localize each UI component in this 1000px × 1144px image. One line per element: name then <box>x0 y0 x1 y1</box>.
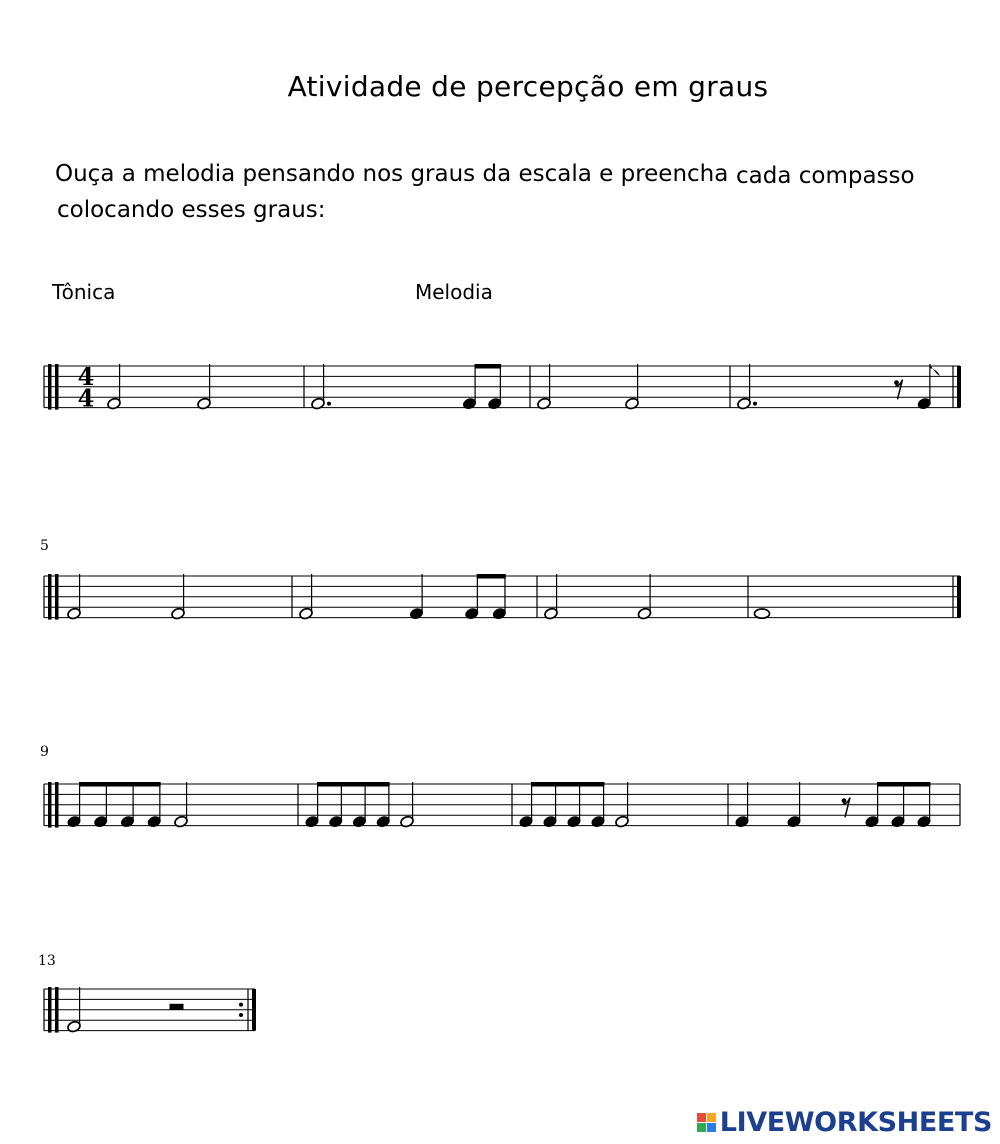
time-signature-top: 4 <box>77 361 95 391</box>
percussion-clef <box>48 782 52 828</box>
percussion-clef <box>48 574 52 620</box>
instructions-line-1a: Ouça a melodia pensando nos graus da escala e preencha <box>55 161 729 187</box>
measure-number-system-4: 13 <box>38 953 56 969</box>
page-title: Atividade de percepção em graus <box>287 70 769 103</box>
final-barline-thick <box>957 576 961 618</box>
percussion-clef <box>48 987 52 1033</box>
note-beam <box>477 574 506 579</box>
eighth-rest <box>894 380 899 385</box>
note-beam <box>877 782 930 787</box>
instructions-line-2: colocando esses graus: <box>57 197 326 223</box>
measure-number-system-3: 9 <box>40 744 49 760</box>
note-beam <box>317 782 390 787</box>
percussion-clef <box>48 364 52 410</box>
melody-label: Melodia <box>415 280 493 304</box>
liveworksheets-logo <box>697 1107 992 1138</box>
percussion-clef <box>55 987 59 1033</box>
staff-system-1 <box>0 340 1000 440</box>
note-beam <box>475 364 502 369</box>
measure-number-system-2: 5 <box>40 538 49 554</box>
percussion-clef <box>55 364 59 410</box>
percussion-clef <box>55 782 59 828</box>
staff-system-2 <box>0 550 1000 650</box>
notehead <box>755 609 770 618</box>
tonic-label: Tônica <box>52 280 116 304</box>
augmentation-dot <box>753 402 757 406</box>
note-beam <box>79 782 161 787</box>
final-barline-thick <box>957 366 961 408</box>
augmentation-dot <box>327 402 331 406</box>
repeat-dot <box>239 1003 243 1007</box>
repeat-dot <box>239 1013 243 1017</box>
time-signature-bottom: 4 <box>77 383 95 413</box>
liveworksheets-brand-text: LIVEWORKSHEETS <box>719 1107 992 1138</box>
final-barline-thick <box>252 989 256 1031</box>
liveworksheets-logo-icon <box>697 1113 716 1132</box>
staff-system-3 <box>0 758 1000 858</box>
instructions-line-1b: cada compasso <box>736 163 915 189</box>
note-beam <box>531 782 604 787</box>
staff-system-4 <box>0 963 1000 1063</box>
half-rest <box>170 1004 184 1010</box>
percussion-clef <box>55 574 59 620</box>
eighth-rest <box>842 798 847 803</box>
